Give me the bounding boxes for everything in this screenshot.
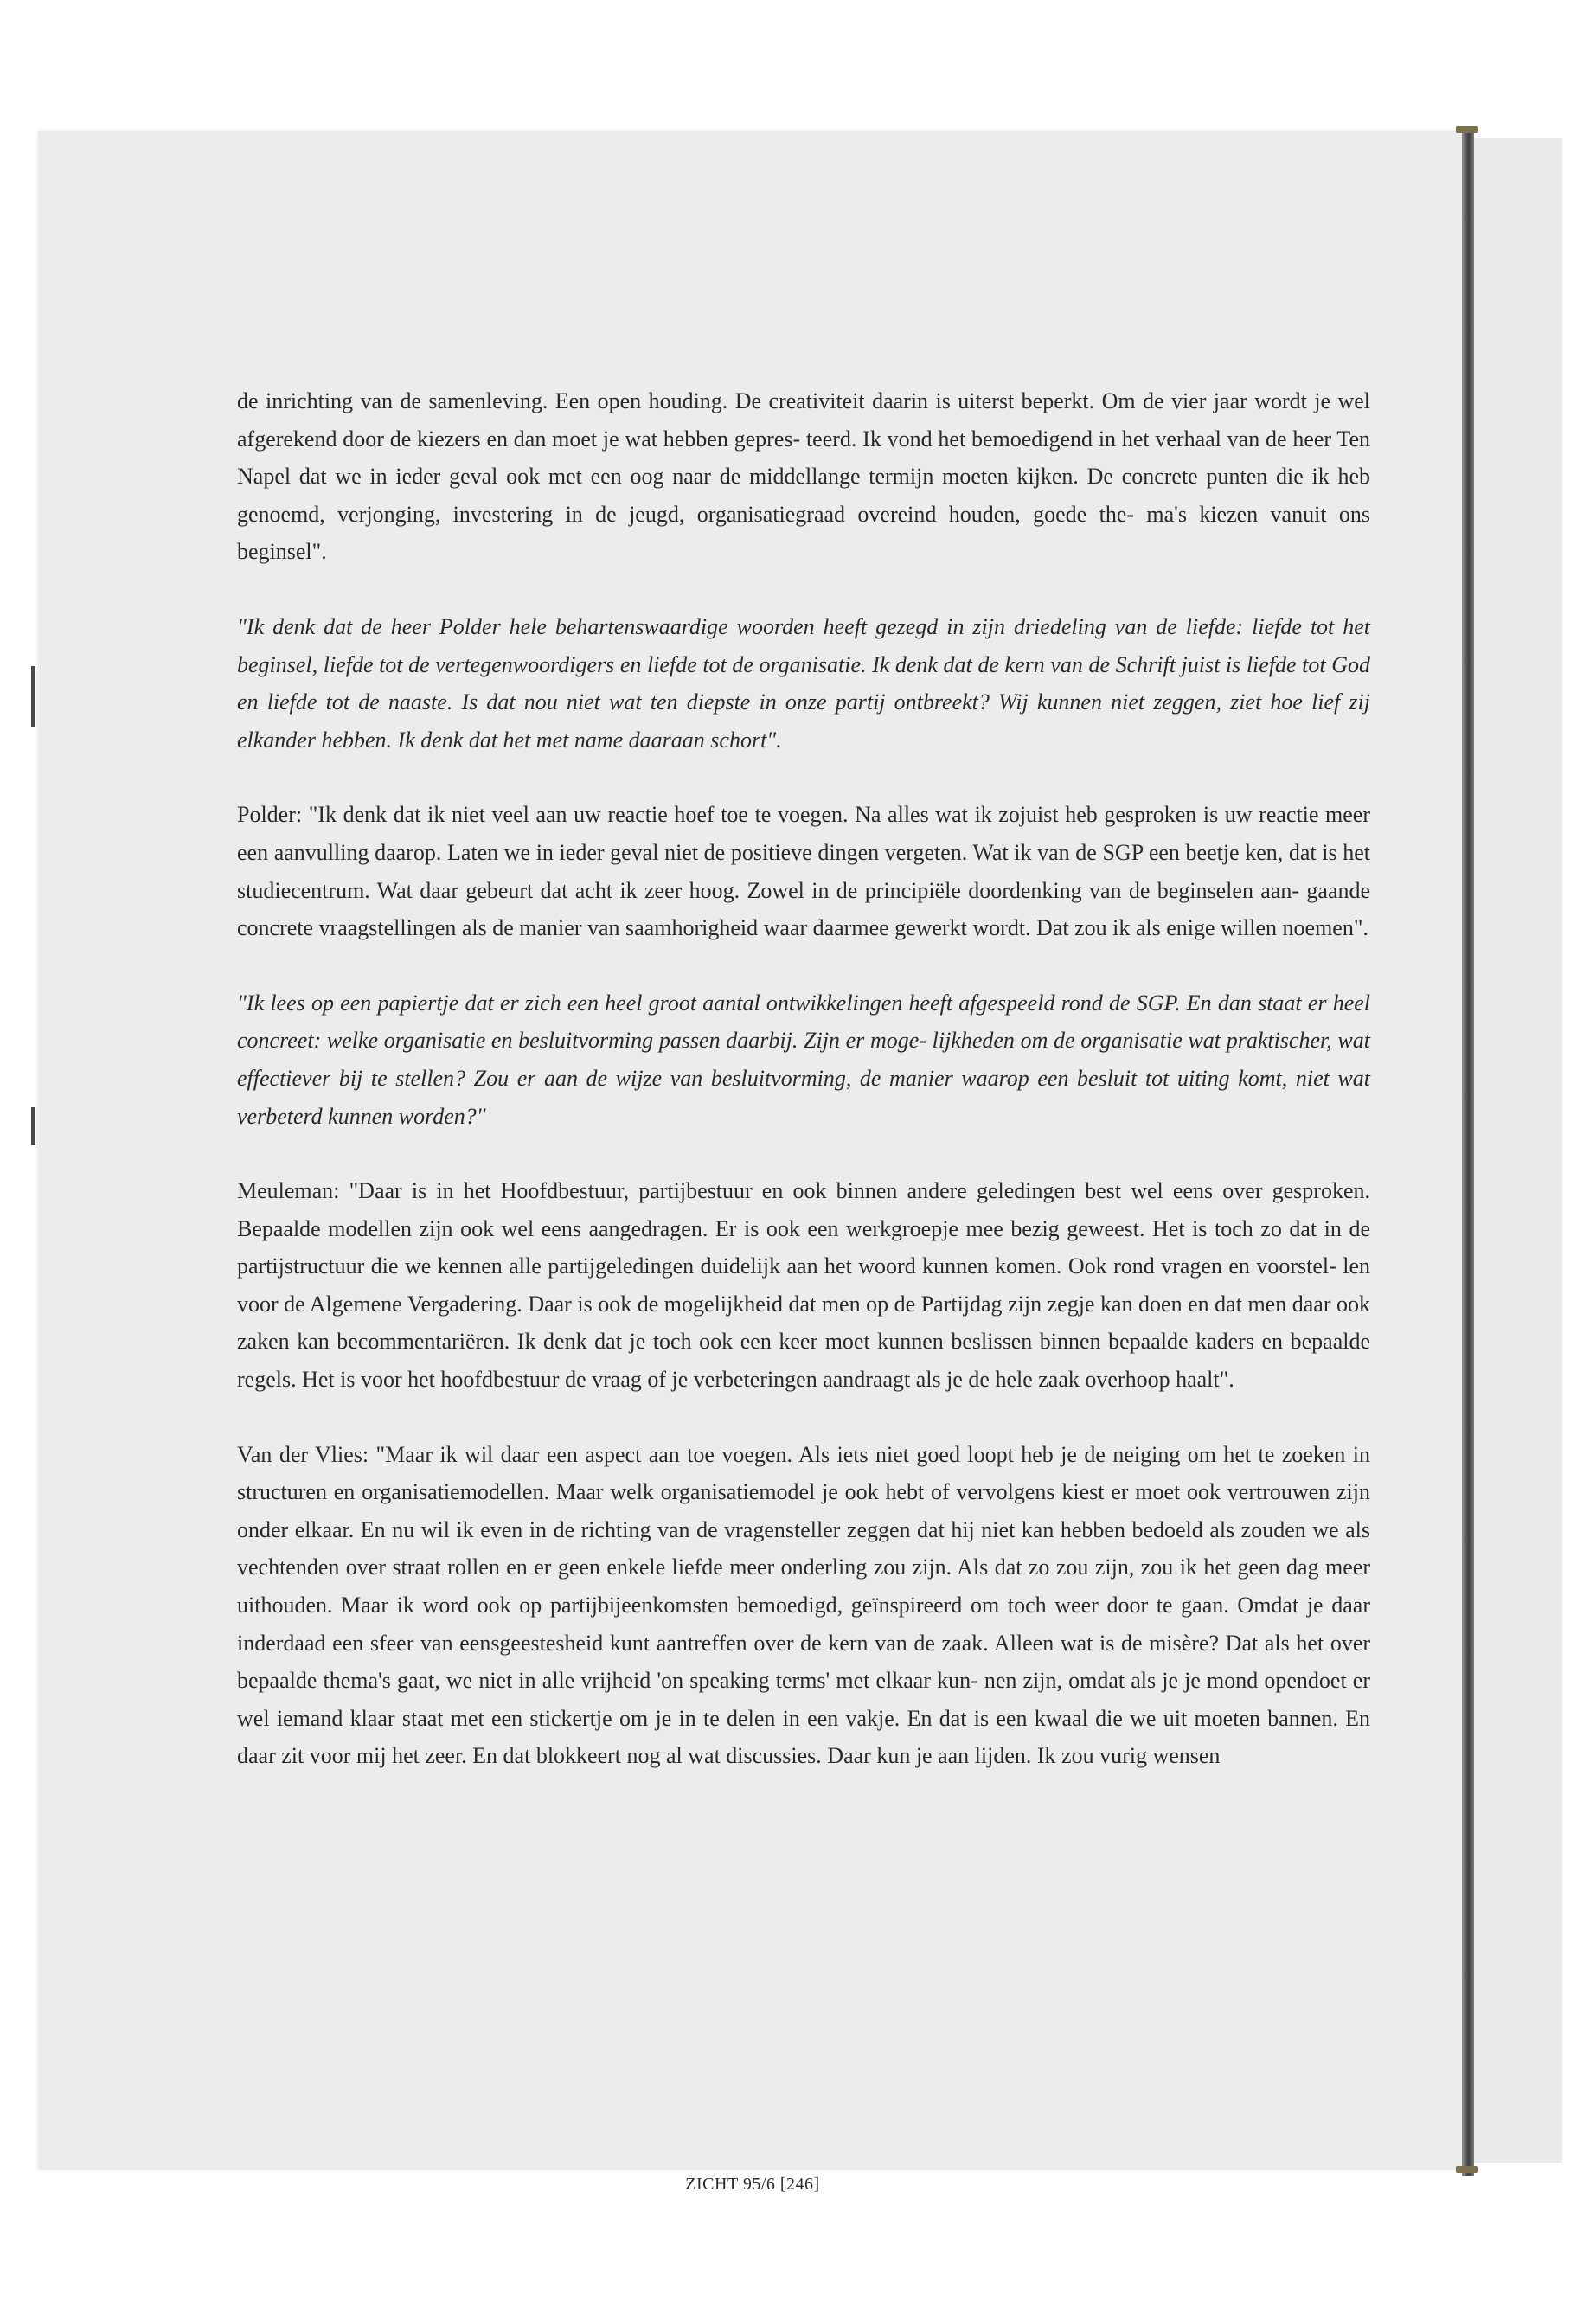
left-margin-mark: [31, 666, 35, 727]
left-margin-mark: [31, 1107, 35, 1145]
text-line: Polder: "Ik denk dat ik niet veel aan uw reactie hoef toe te voegen. Na alles wat ik zojuist heb: [237, 802, 1098, 828]
paragraph-question-organisation: [237, 984, 1370, 1135]
text-line: eensgeestesheid kunt aantreffen over de kern van de zaak. Alleen wat is de misère? Dat als: [459, 1630, 1290, 1656]
text-line: het zeer. En dat blokkeert nog al wat discussies. Daar kun je aan lijden. Ik zou vurig wensen: [392, 1743, 1221, 1769]
text-line: een keer moet kunnen beslissen binnen bepaalde kaders en bepaalde regels. Het is voor het: [237, 1329, 1371, 1393]
text-line: onze partij ontbreekt? Wij kunnen niet zeggen, ziet hoe lief zij elkander hebben. Ik denk dat het met: [237, 689, 1371, 753]
text-line: Van der Vlies: "Maar ik wil daar een aspect aan toe voegen. Als iets niet goed loopt heb je de: [237, 1441, 1106, 1467]
paragraph-polder-answer: [237, 796, 1370, 946]
text-line: nen zijn, omdat als je je mond opendoet er wel iemand klaar staat met een stickertje om je: [237, 1668, 1370, 1731]
text-line: Om de vier jaar wordt je wel afgerekend door de kiezers en dan moet je wat hebben gepres-: [237, 388, 1371, 452]
binding-clip-bottom: [1456, 2166, 1478, 2173]
text-line: wordt. Dat zou ik als enige willen noemen".: [972, 915, 1368, 941]
text-line: neiging om het te zoeken in structuren en organisatiemodellen. Maar welk organisatiemodel: [237, 1441, 1370, 1505]
text-line: ook met een oog naar de middellange termijn moeten kijken. De concrete punten die ik heb: [506, 464, 1371, 490]
text-line: de kern van de Schrift juist is liefde tot God en liefde tot de naaste. Is dat nou niet wat ten diepste in: [237, 651, 1370, 715]
text-line: besluitvorming, de manier waarop een besluit tot uiting komt, niet wat verbeterd kunnen worden?": [237, 1065, 1370, 1129]
text-line: hoofdbestuur de vraag of je verbeteringen aandraagt als je de hele zaak overhoop haalt".: [440, 1367, 1234, 1393]
text-line: len voor de Algemene Vergadering. Daar is ook de mogelijkheid dat men op de Partijdag zijn: [237, 1253, 1371, 1317]
text-line: de inrichting van de samenleving. Een open houding.: [237, 388, 728, 413]
page-footer: ZICHT 95/6 [246]: [685, 2175, 820, 2194]
text-line: gebeurt dat acht ik zeer hoog. Zowel in de principiële doordenking van de beginselen aan-: [465, 877, 1300, 903]
text-line: "Ik lees op een papiertje dat er zich een heel groot aantal ontwikkelingen heeft afgespeeld rond de: [237, 990, 1131, 1016]
document-page: [38, 131, 1467, 2194]
paragraph-answer-continued: [237, 382, 1370, 571]
text-line: alle partijgeledingen duidelijk aan het woord kunnen komen. Ook rond vragen en voorstel-: [509, 1253, 1336, 1279]
binding-spine: [1462, 128, 1474, 2176]
text-line: gesproken is uw reactie meer een aanvulling daarop. Laten we in ieder geval niet de positieve: [237, 802, 1371, 865]
text-line: lijkheden om de organisatie wat praktischer, wat effectiever bij te stellen? Zou er aan de wijze van: [237, 1028, 1370, 1091]
paragraph-meuleman-answer: [237, 1172, 1370, 1399]
binding-clip-top: [1456, 126, 1478, 133]
text-line: De creativiteit daarin is uiterst beperkt.: [734, 388, 1095, 413]
text-line: een werkgroepje mee bezig geweest. Het is toch zo dat in de partijstructuur die we kennen: [237, 1215, 1370, 1279]
text-line: dingen vergeten. Wat ik van de SGP een beetje ken, dat is het studiecentrum. Wat daar: [237, 839, 1371, 903]
text-line: gaande concrete vraagstellingen als de manier van saamhorigheid waar daarmee gewerkt: [237, 877, 1371, 941]
text-line: in te delen in een vakje. En dat is een kwaal die we uit moeten bannen. En daar zit voor mij: [237, 1705, 1370, 1769]
text-line: best wel eens over gesproken. Bepaalde modellen zijn ook wel eens aangedragen. Er is ook: [237, 1178, 1370, 1241]
text-line: zegje kan doen en dat men daar ook zaken kan becommentariëren. Ik denk dat je toch ook: [237, 1291, 1371, 1355]
page-body-text: [237, 382, 1370, 1775]
text-line: je ook hebt of vervolgens kiest er moet ook vertrouwen zijn onder elkaar. En nu wil ik even: [237, 1479, 1370, 1542]
text-line: genoemd, verjonging, investering in de jeugd, organisatiegraad overeind houden, goede the-: [237, 501, 1135, 527]
text-line: het over bepaalde thema's gaat, we niet in alle vrijheid 'on speaking terms' met elkaar kun-: [237, 1630, 1371, 1694]
text-line: liefde: liefde tot het beginsel, liefde tot de vertegenwoordigers en liefde tot de organisatie. Ik denk dat: [237, 613, 1370, 677]
text-line: Meuleman: "Daar is in het Hoofdbestuur, partijbestuur en ook binnen andere geledingen: [237, 1178, 1076, 1204]
text-line: "Ik denk dat de heer Polder hele behartenswaardige woorden heeft gezegd in zijn driedeling van de: [237, 613, 1177, 639]
paragraph-van-der-vlies-answer: [237, 1436, 1370, 1775]
text-line: ma's kiezen vanuit ons beginsel".: [237, 501, 1371, 565]
text-line: teerd. Ik vond het bemoedigend in het verhaal van de heer Ten Napel dat we in ieder geval: [237, 426, 1370, 490]
text-line: bemoedigd, geïnspireerd om toch weer door te gaan. Omdat je daar inderdaad een sfeer van: [237, 1593, 1370, 1656]
next-page-edge: [1474, 138, 1562, 2163]
text-line: in de richting van de vragensteller zeggen dat hij niet kan hebben bedoeld als zouden we als: [529, 1516, 1371, 1542]
text-line: SGP. En dan staat er heel concreet: welke organisatie en besluitvorming passen daarbij. Zijn er moge-: [237, 990, 1371, 1054]
text-line: name daaraan schort".: [574, 727, 782, 753]
text-line: zou zijn, zou ik het geen dag meer uithouden. Maar ik word ook op partijbijeenkomsten: [237, 1554, 1370, 1618]
paragraph-question-love: [237, 608, 1370, 759]
text-line: vechtenden over straat rollen en er geen enkele liefde meer onderling zou zijn. Als dat zo: [237, 1554, 1050, 1580]
